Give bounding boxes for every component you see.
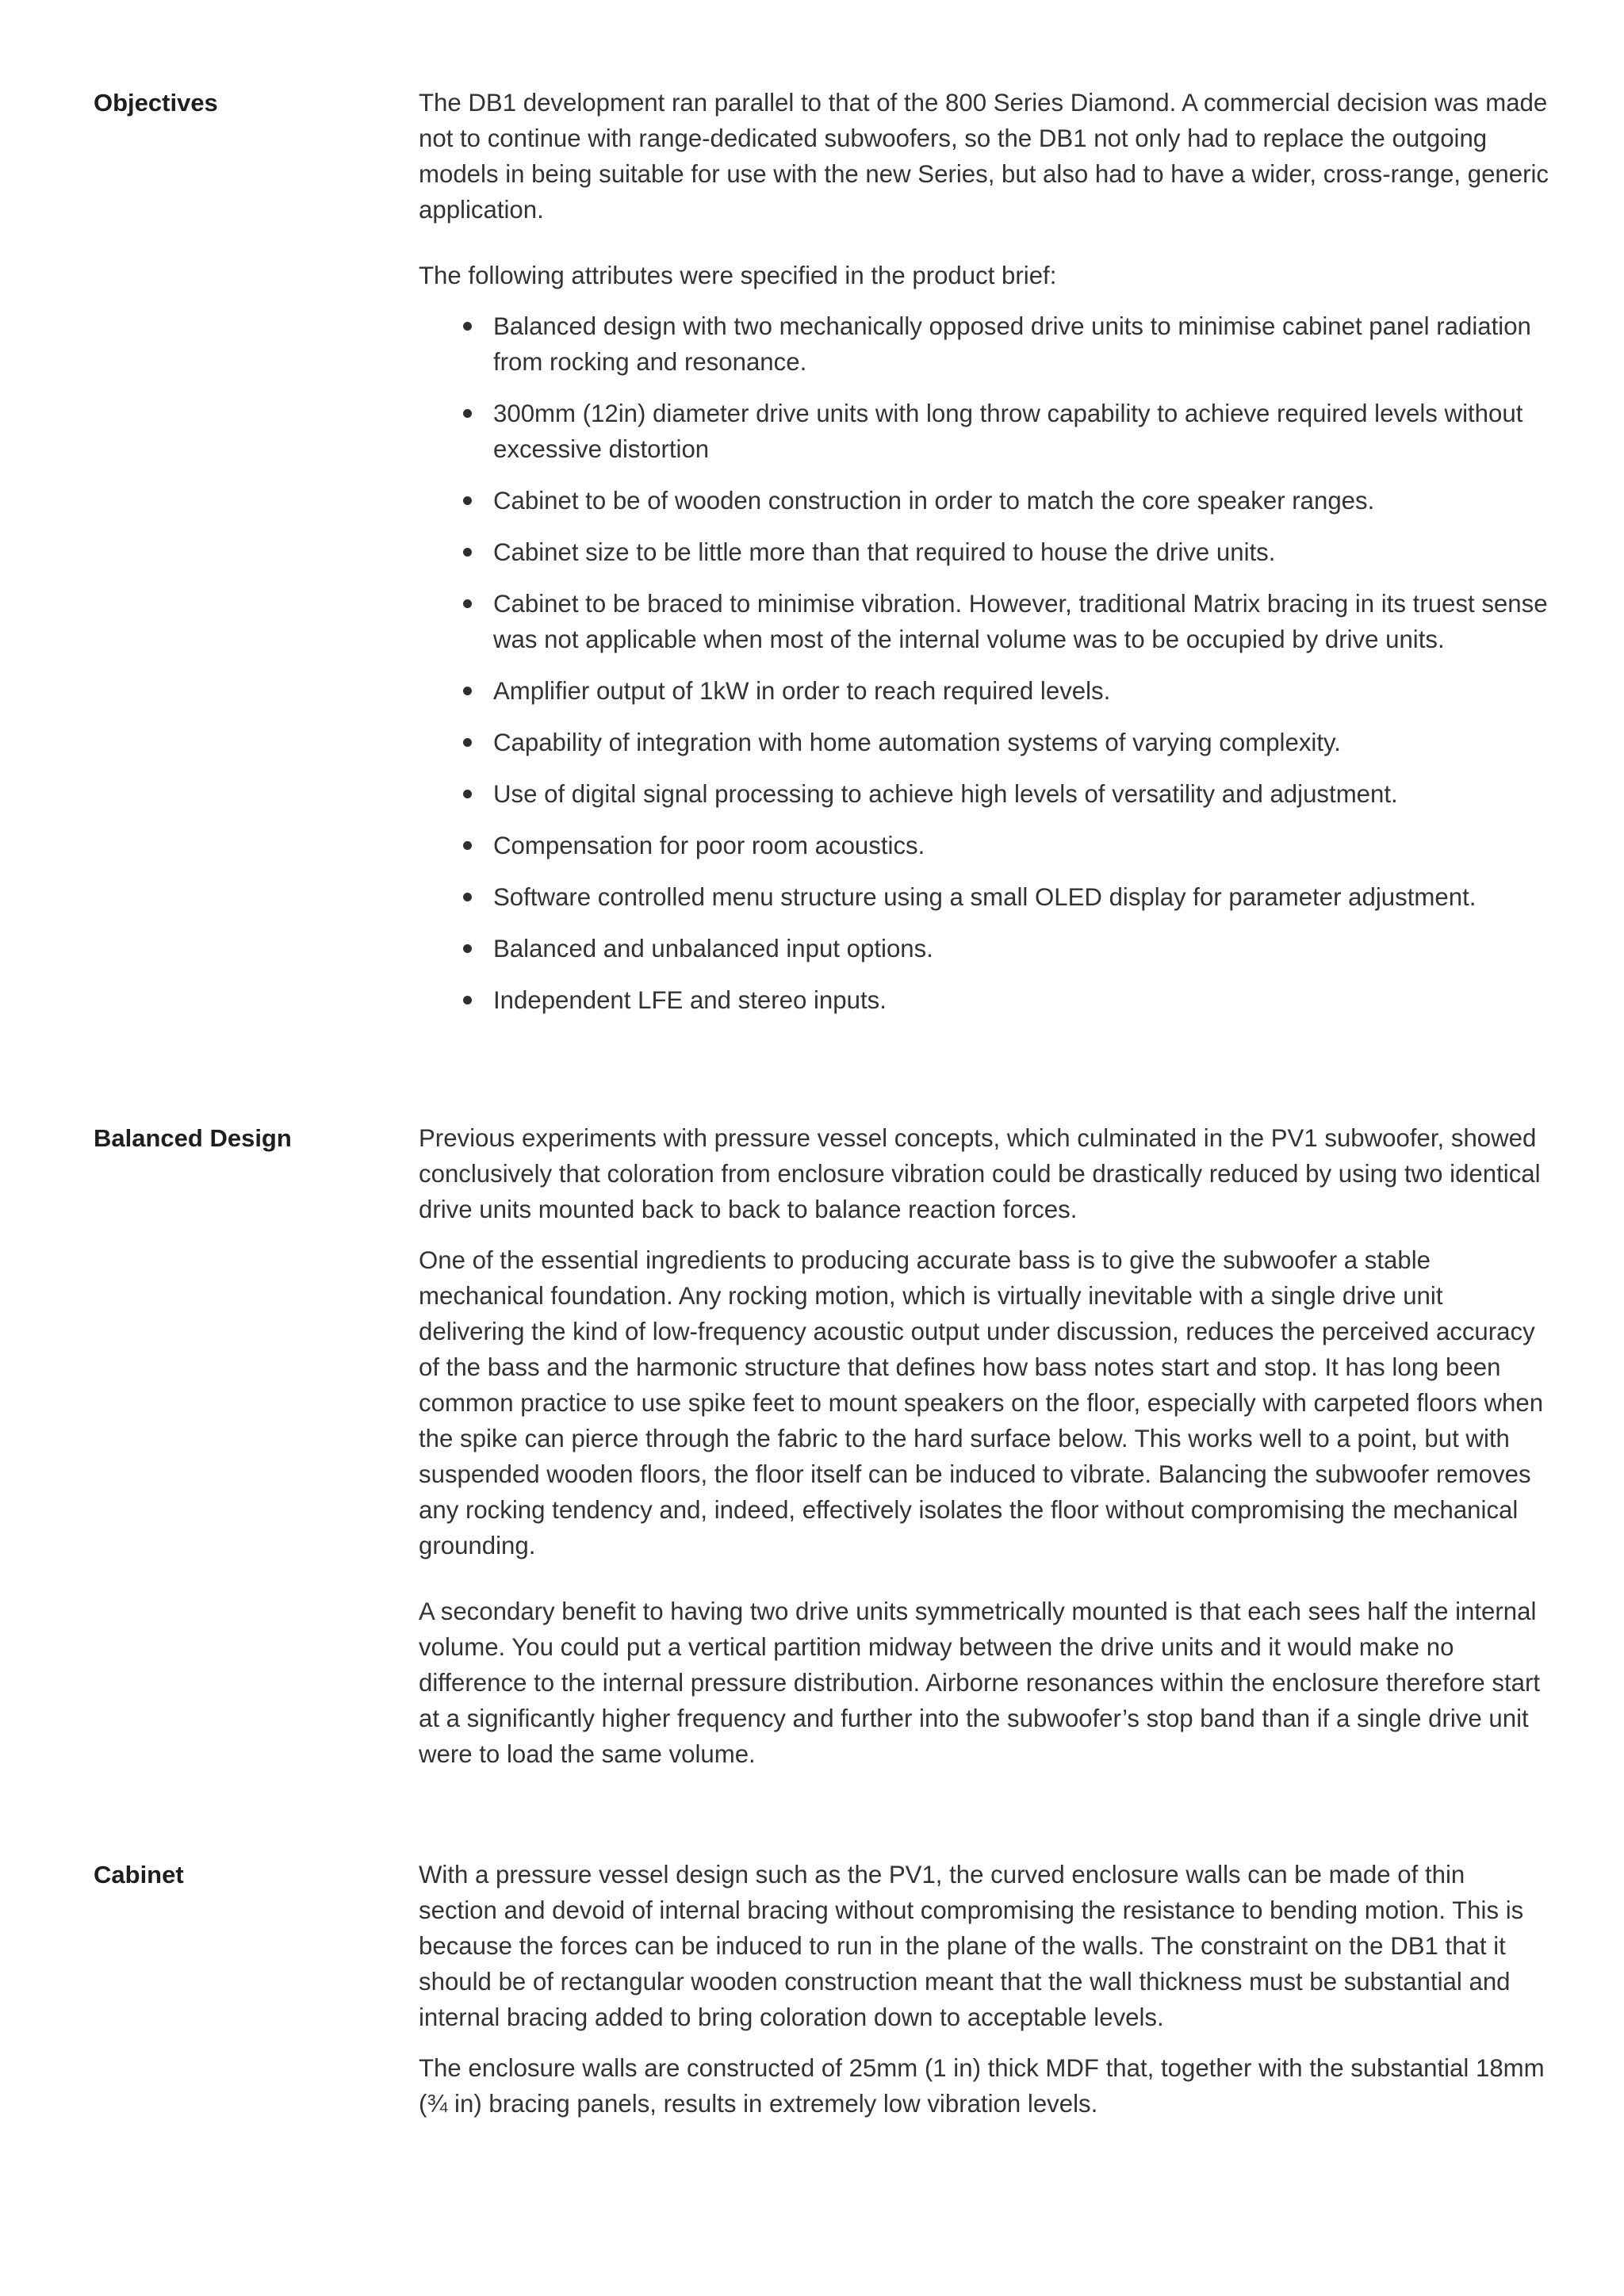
list-item-text: Independent LFE and stereo inputs.	[493, 986, 887, 1014]
bullet-icon	[463, 599, 472, 608]
bullet-icon	[463, 841, 472, 850]
paragraph: One of the essential ingredients to producing accurate bass is to give the subwoofer a stable mechanical foundation. Any rocking motion, which is virtually inevitable with a single drive unit delivering the kind of low-frequency acoustic output under discussion, reduces the perceived accuracy of the bass and the harmonic structure that defines how bass notes start and stop. It has long been common practice to use spike feet to mount speakers on the floor, especially with carpeted floors when the spike can pierce through the fabric to the hard surface below. This works well to a point, but with suspended wooden floors, the floor itself can be induced to vibrate. Balancing the subwoofer removes any rocking tendency and, indeed, effectively isolates the floor without compromising the mechanical grounding.	[419, 1246, 1544, 1559]
paragraph: With a pressure vessel design such as the PV1, the curved enclosure walls can be made of thin section and devoid of internal bracing without compromising the resistance to bending motion. This is because the forces can be induced to run in the plane of the walls. The constraint on the DB1 that it should be of rectangular wooden construction meant that the wall thickness must be substantial and internal bracing added to bring coloration down to acceptable levels.	[419, 1861, 1524, 2031]
paragraph: The DB1 development ran parallel to that of the 800 Series Diamond. A commercial decision was made not to continue with range-dedicated subwoofers, so the DB1 not only had to replace the outgoing models in being suitable for use with the new Series, but also had to have a wider, cross-range, generic application.	[419, 89, 1549, 224]
list-item	[493, 776, 1572, 812]
bullet-icon	[463, 496, 472, 505]
attribute-list	[419, 308, 1572, 1018]
list-item	[493, 396, 1572, 467]
list-item-text: Balanced and unbalanced input options.	[493, 935, 933, 962]
bullet-icon	[463, 893, 472, 901]
bullet-icon	[463, 687, 472, 695]
bullet-icon	[463, 944, 472, 953]
section-heading: Objectives	[94, 89, 218, 117]
list-item-text: Balanced design with two mechanically opposed drive units to minimise cabinet panel radiation from rocking and resonance.	[493, 312, 1531, 376]
list-item-text: Software controlled menu structure using a small OLED display for parameter adjustment.	[493, 883, 1477, 911]
paragraph: Previous experiments with pressure vessel concepts, which culminated in the PV1 subwoofer, showed conclusively that coloration from enclosure vibration could be drastically reduced by using two identical drive units mounted back to back to balance reaction forces.	[419, 1124, 1541, 1223]
bullet-icon	[463, 996, 472, 1004]
paragraph: The enclosure walls are constructed of 25mm (1 in) thick MDF that, together with the substantial 18mm (¾ in) bracing panels, results in extremely low vibration levels.	[419, 2054, 1545, 2118]
section-heading: Cabinet	[94, 1861, 184, 1888]
list-item	[493, 725, 1572, 760]
list-item-text: Cabinet size to be little more than that required to house the drive units.	[493, 538, 1276, 566]
list-item	[493, 586, 1572, 657]
list-item	[493, 483, 1572, 519]
bullet-icon	[463, 409, 472, 418]
bullet-icon	[463, 738, 472, 747]
section-body	[419, 1857, 1545, 2137]
list-item-text: Cabinet to be braced to minimise vibration. However, traditional Matrix bracing in its truest sense was not applicable when most of the internal volume was to be occupied by drive units.	[493, 590, 1548, 653]
section-body	[419, 1120, 1549, 1787]
bullet-icon	[463, 790, 472, 798]
list-item	[493, 308, 1572, 380]
list-item	[493, 673, 1572, 709]
section-heading: Balanced Design	[94, 1124, 292, 1152]
list-item-text: 300mm (12in) diameter drive units with long throw capability to achieve required levels without excessive distortion	[493, 400, 1523, 463]
bullet-icon	[463, 322, 472, 331]
list-item	[493, 879, 1572, 915]
section-body	[419, 85, 1553, 1034]
paragraph: The following attributes were specified in the product brief:	[419, 262, 1057, 289]
list-item	[493, 534, 1572, 570]
paragraph: A secondary benefit to having two drive units symmetrically mounted is that each sees half the internal volume. You could put a vertical partition midway between the drive units and it would make no difference to the internal pressure distribution. Airborne resonances within the enclosure therefore start at a significantly higher frequency and further into the subwoofer’s stop band than if a single drive unit were to load the same volume.	[419, 1598, 1541, 1768]
list-item	[493, 828, 1572, 863]
list-item-text: Amplifier output of 1kW in order to reach required levels.	[493, 677, 1111, 705]
list-item-text: Cabinet to be of wooden construction in order to match the core speaker ranges.	[493, 487, 1375, 515]
list-item-text: Compensation for poor room acoustics.	[493, 832, 925, 859]
list-item	[493, 982, 1572, 1018]
list-item-text: Capability of integration with home automation systems of varying complexity.	[493, 729, 1341, 756]
bullet-icon	[463, 548, 472, 557]
list-item	[493, 931, 1572, 966]
list-item-text: Use of digital signal processing to achieve high levels of versatility and adjustment.	[493, 780, 1398, 808]
